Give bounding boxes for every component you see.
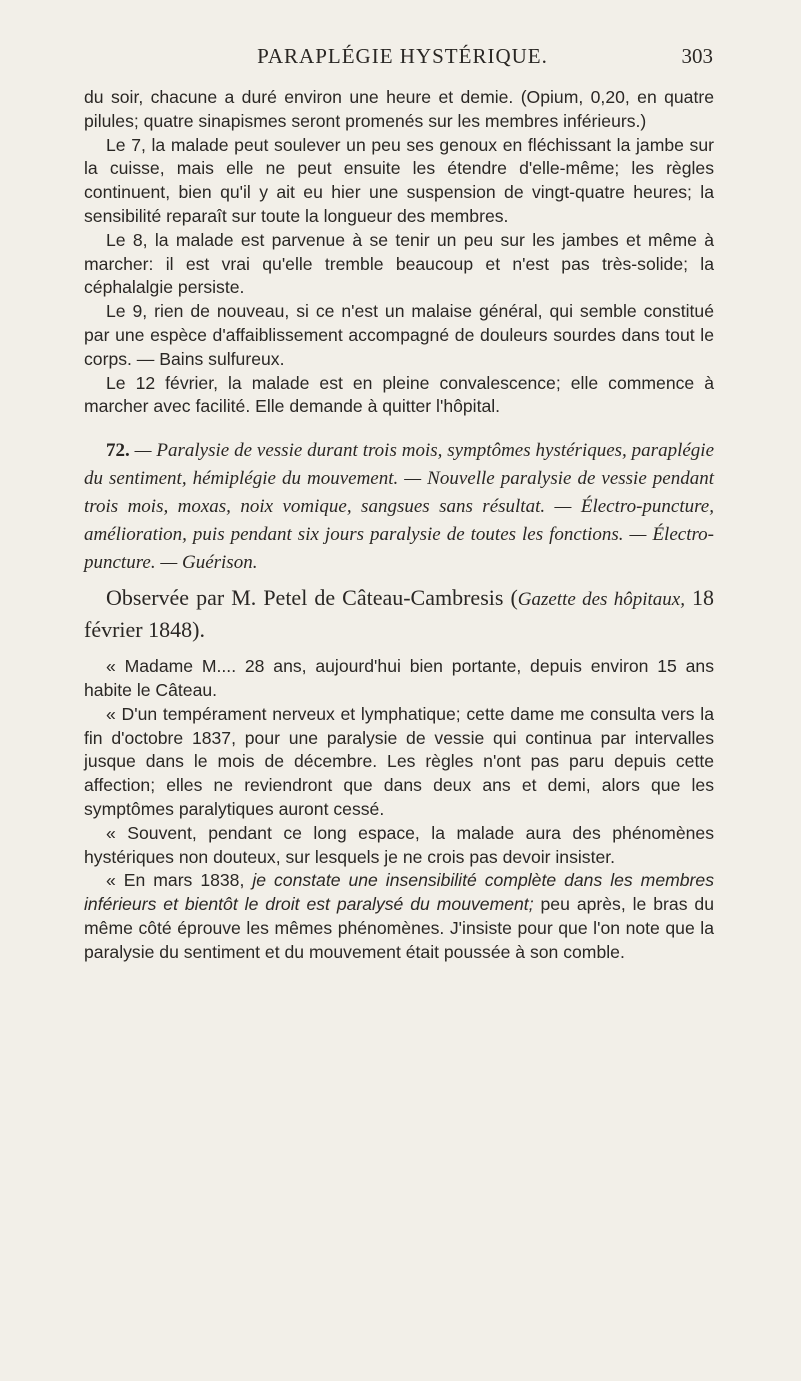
observation-date: 18 février 1848). xyxy=(84,585,715,643)
paragraph-day-7: Le 7, la malade peut soulever un peu ses genoux en fléchissant la jambe sur la cuisse, mais elle ne peut ensuite les étendre d'elle-même; les règles continuent, bien qu'il y ait eu hier une suspension de vingt-quatre heures; la sensibilité reparaît sur toute la longueur des membres. xyxy=(84,134,714,226)
paragraph-day-9: Le 9, rien de nouveau, si ce n'est un malaise général, qui semble constitué par une espèce d'affaiblissement accompagné de douleurs sourdes dans tout le corps. — Bains sulfureux. xyxy=(84,301,714,369)
observation-source: Gazette des hôpitaux, xyxy=(517,589,685,611)
quote-4-end: peu après, le bras du même côté éprouve les mêmes phénomènes. J'insiste pour que l'on note que la paralysie du sentiment et du mouvement était poussée à son comble. xyxy=(84,894,714,962)
case-heading xyxy=(84,437,714,577)
paragraph-day-12: Le 12 février, la malade est en pleine convalescence; elle commence à marcher avec facilité. Elle demande à quitter l'hôpital. xyxy=(84,372,714,417)
observation-author: Observée par M. Petel de Câteau-Cambresis ( xyxy=(106,585,518,611)
quote-4-start: « En mars 1838, xyxy=(106,870,253,891)
running-title: PARAPLÉGIE HYSTÉRIQUE. xyxy=(257,44,548,68)
case-summary: — Paralysie de vessie durant trois mois, symptômes hystériques, paraplégie du sentiment, hémiplégie du mouvement. — Nouvelle paralysie de vessie pendant trois mois, moxas, noix vomique, sangsues sans résultat. — Électro-puncture, amélioration, puis pendant six jours paralysie de toutes les fonctions. — Électro-puncture. — Guérison. xyxy=(84,440,714,574)
page-number: 303 xyxy=(681,44,713,68)
case-number: 72. xyxy=(106,440,130,462)
quote-paragraph-2: « D'un tempérament nerveux et lymphatique; cette dame me consulta vers la fin d'octobre 1837, pour une paralysie de vessie qui continua par intervalles jusque dans le mois de décembre. Les règles n'ont pas paru depuis cette affection; elles ne reviendront que dans deux ans et demi, alors que les symptômes paralytiques auront cessé. xyxy=(84,703,714,819)
quote-paragraph-3: « Souvent, pendant ce long espace, la malade aura des phénomènes hystériques non douteux, sur lesquels je ne crois pas devoir insister. xyxy=(84,822,714,867)
running-header xyxy=(92,44,713,74)
paragraph-continuation: du soir, chacune a duré environ une heure et demie. (Opium, 0,20, en quatre pilules; quatre sinapismes seront promenés sur les membres inférieurs.) xyxy=(84,87,714,131)
paragraph-day-8: Le 8, la malade est parvenue à se tenir un peu sur les jambes et même à marcher: il est vrai qu'elle tremble beaucoup et n'est pas très-solide; la céphalalgie persiste. xyxy=(84,229,714,298)
quote-paragraph-4 xyxy=(84,869,714,964)
page-body xyxy=(84,86,714,965)
quote-4-emphasis: je constate une insensibilité complète dans les membres inférieurs et bientôt le droit est paralysé du mouvement; xyxy=(84,870,715,915)
observation-credit xyxy=(84,583,714,645)
quote-paragraph-1: « Madame M.... 28 ans, aujourd'hui bien portante, depuis environ 15 ans habite le Câteau. xyxy=(84,656,714,700)
